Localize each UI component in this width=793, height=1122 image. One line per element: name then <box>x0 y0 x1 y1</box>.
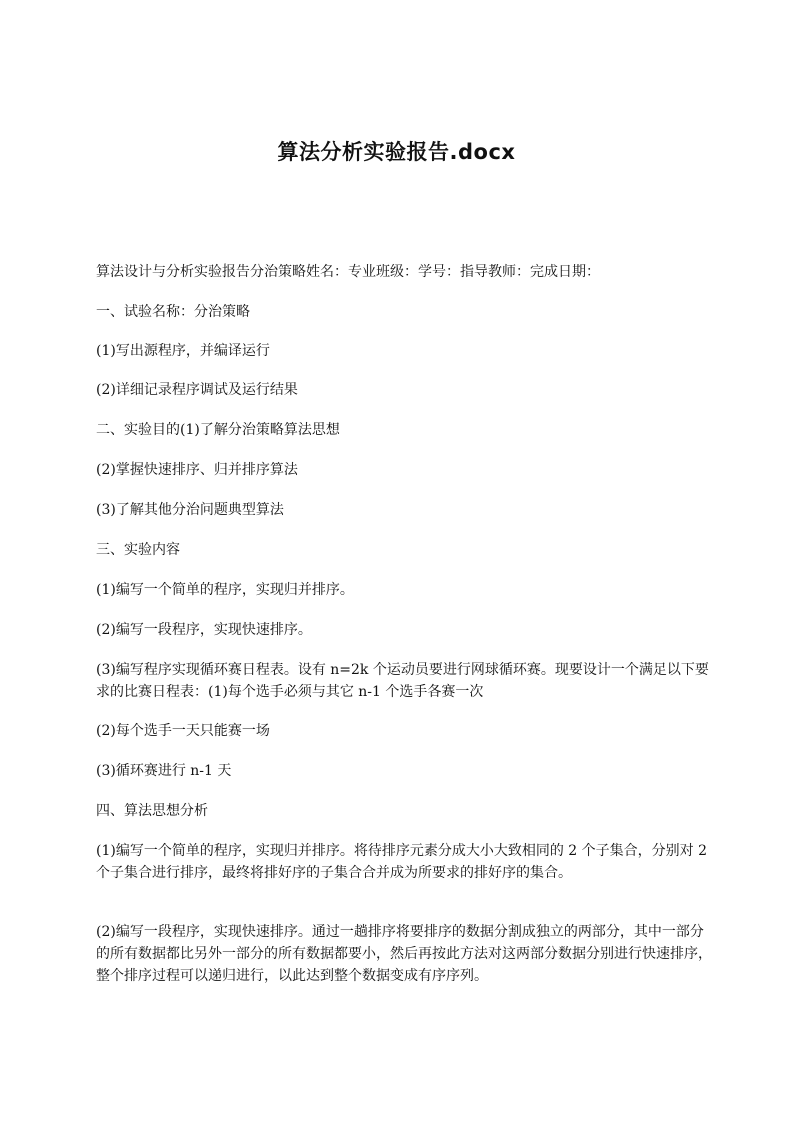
report-header-line: 算法设计与分析实验报告分治策略姓名：专业班级：学号：指导教师：完成日期： <box>96 264 600 280</box>
section-2-heading: 二、实验目的(1)了解分治策略算法思想 <box>96 422 340 438</box>
section-2-item-3: (3)了解其他分治问题典型算法 <box>96 502 284 518</box>
document-title: 算法分析实验报告.docx <box>277 140 516 164</box>
section-4-item-1: (1)编写一个简单的程序，实现归并排序。将待排序元素分成大小大致相同的 2 个子集合，分别对 2 个子集合进行排序，最终将排好序的子集合合并成为所要求的排好序的集合。 <box>96 843 707 881</box>
section-1-heading: 一、试验名称：分治策略 <box>96 304 250 320</box>
section-3-heading: 三、实验内容 <box>96 542 180 558</box>
section-1-item-2: (2)详细记录程序调试及运行结果 <box>96 382 298 398</box>
section-3-item-2: (2)编写一段程序，实现快速排序。 <box>96 622 312 638</box>
section-3-item-1: (1)编写一个简单的程序，实现归并排序。 <box>96 582 354 598</box>
section-4-heading: 四、算法思想分析 <box>96 803 208 819</box>
section-4-item-2: (2)编写一段程序，实现快速排序。通过一趟排序将要排序的数据分割成独立的两部分，其中一部分的所有数据都比另外一部分的所有数据都要小，然后再按此方法对这两部分数据分别进行快速排序，整个排序过程可以递归进行，以此达到整个数据变成有序序列。 <box>96 924 712 984</box>
section-3-item-3: (3)编写程序实现循环赛日程表。设有 n=2k 个运动员要进行网球循环赛。现要设计一个满足以下要求的比赛日程表：(1)每个选手必须与其它 n-1 个选手各赛一次 <box>96 662 709 700</box>
section-3-requirement-3: (3)循环赛进行 n-1 天 <box>96 763 232 779</box>
section-2-item-2: (2)掌握快速排序、归并排序算法 <box>96 462 298 478</box>
section-1-item-1: (1)写出源程序，并编译运行 <box>96 343 270 359</box>
section-3-requirement-2: (2)每个选手一天只能赛一场 <box>96 723 270 739</box>
